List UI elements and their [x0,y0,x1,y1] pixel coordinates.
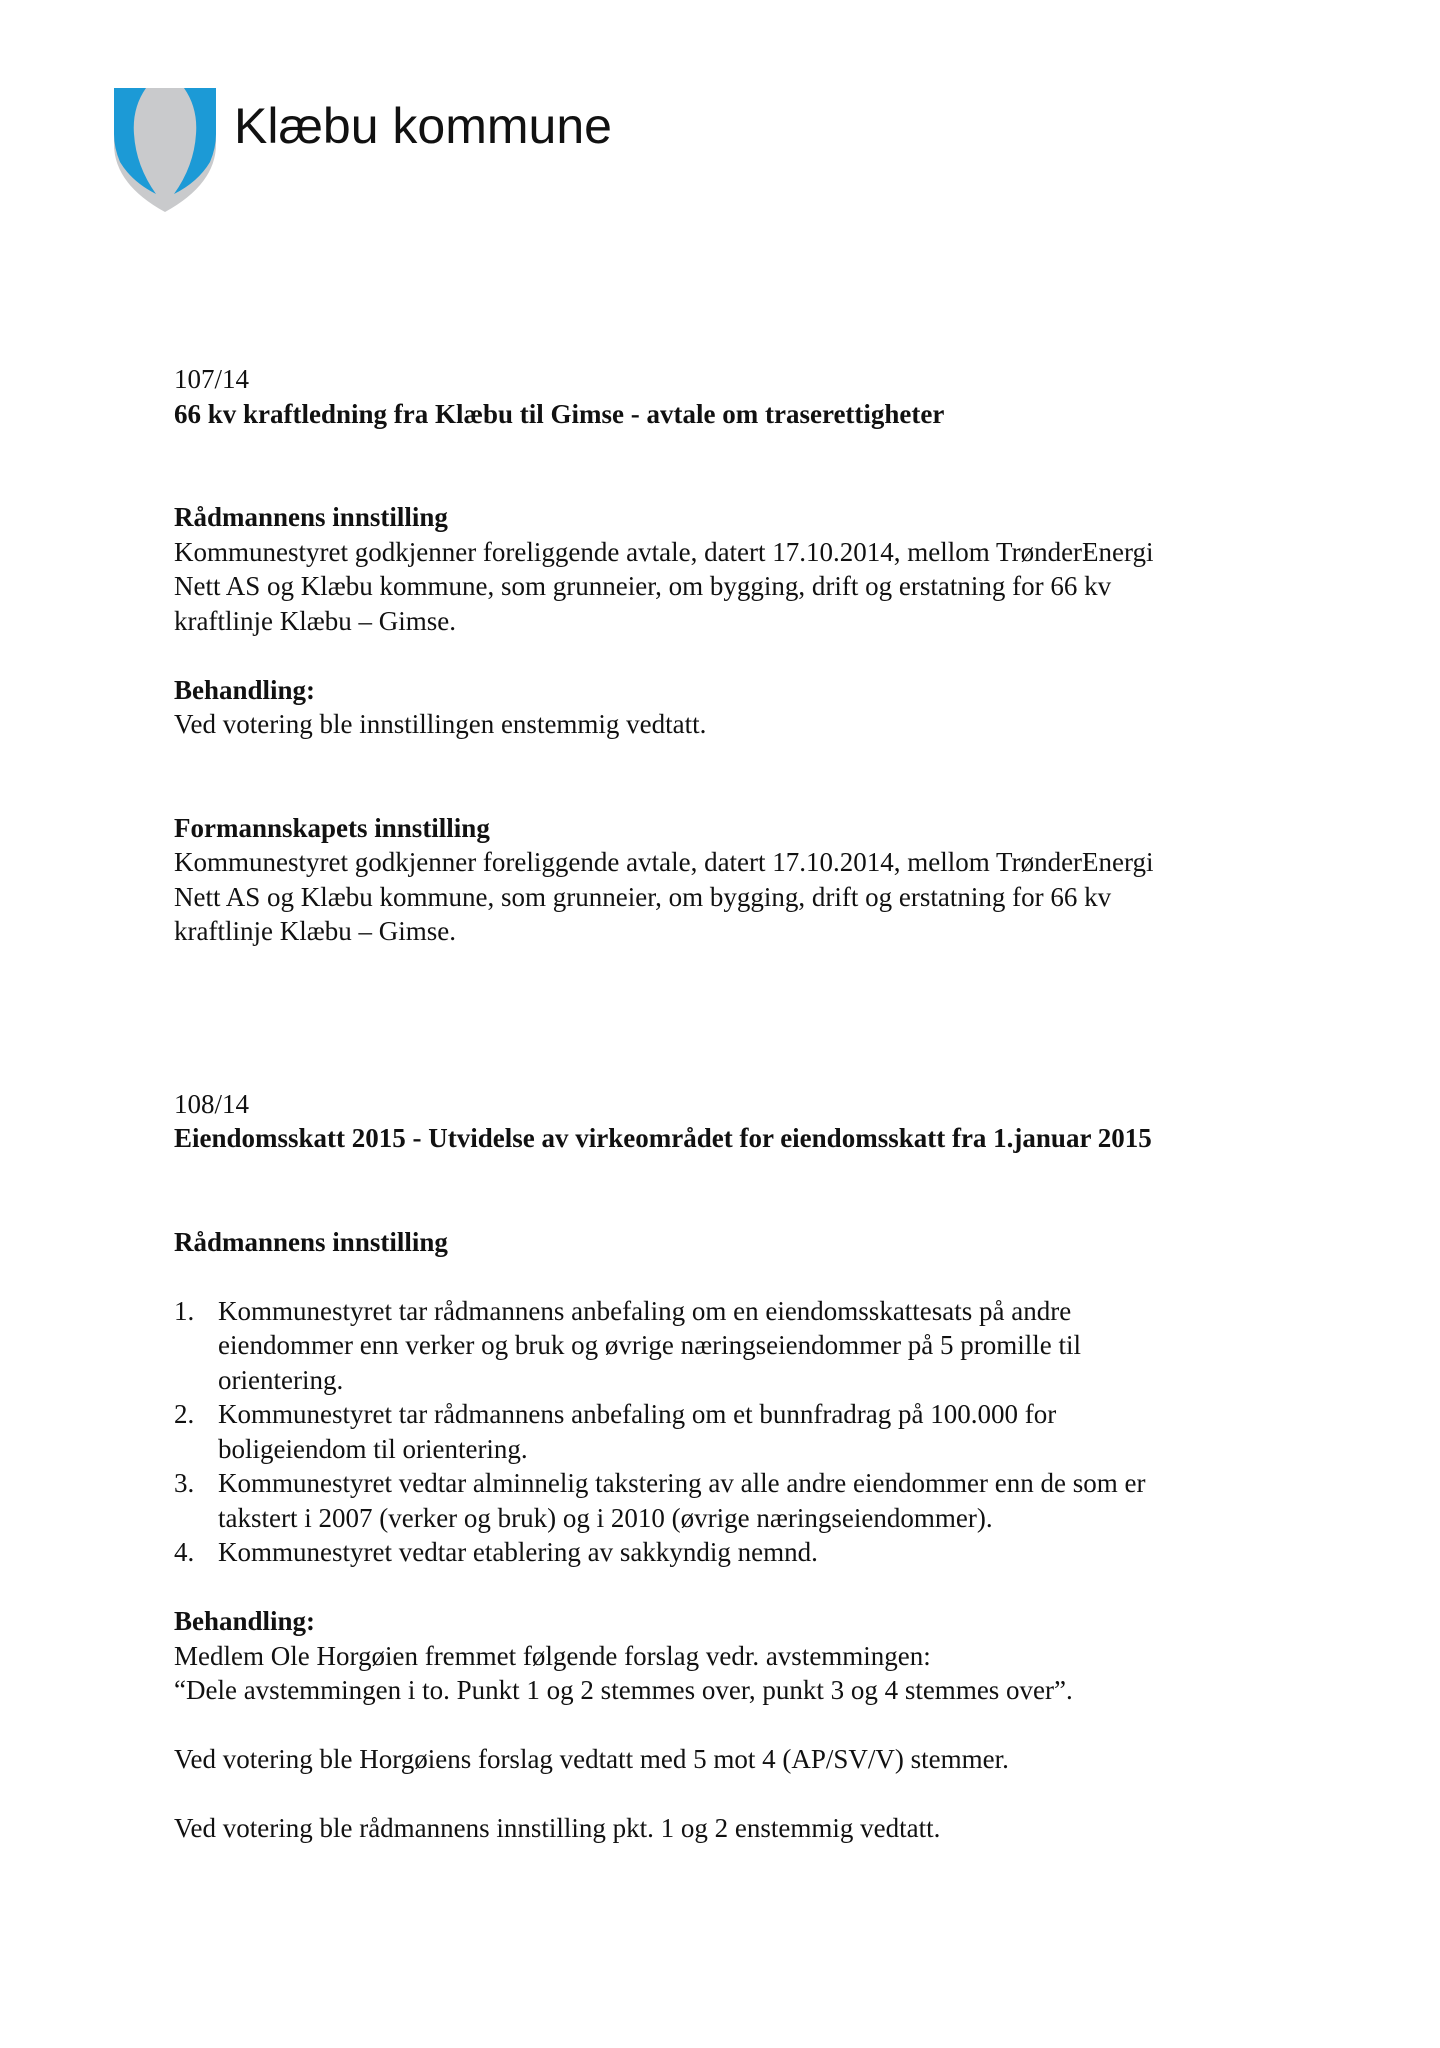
item-line: boligeiendom til orientering. [218,1433,528,1464]
behandling-text: Ved votering ble innstillingen enstemmig vedtatt. [174,709,707,739]
item-number: 2. [174,1399,195,1429]
item-line: orientering. [218,1364,344,1395]
behandling-heading: Behandling: [174,674,316,705]
item-line: takstert i 2007 (verker og bruk) og i 2010 (øvrige næringseiendommer). [218,1502,993,1533]
kommune-name: Klæbu kommune [234,98,612,154]
behandling-heading: Behandling: [174,1606,316,1636]
formannskap-heading: Formannskapets innstilling [174,812,490,843]
radmann-line: Kommunestyret godkjenner foreliggende avtale, datert 17.10.2014, mellom TrønderEnergi [174,536,1154,567]
meeting-minutes [174,362,1294,1846]
item-line: Kommunestyret vedtar etablering av sakkyndig nemnd. [218,1537,818,1567]
item-line: eiendommer enn verker og bruk og øvrige næringseiendommer på 5 promille til [218,1330,1082,1360]
list-item [174,1466,1294,1535]
vote-result: Ved votering ble Horgøiens forslag vedtatt med 5 mot 4 (AP/SV/V) stemmer. [174,1744,1009,1774]
item-line: Kommunestyret vedtar alminnelig takstering av alle andre eiendommer enn de som er [218,1468,1146,1498]
list-item [174,1397,1294,1466]
item-line: Kommunestyret tar rådmannens anbefaling om et bunnfradrag på 100.000 for [218,1399,1057,1429]
formannskap-line: Nett AS og Klæbu kommune, som grunneier, om bygging, drift og erstatning for 66 kv [174,881,1112,912]
item-number: 4. [174,1537,195,1567]
vote-result: Ved votering ble rådmannens innstilling pkt. 1 og 2 enstemmig vedtatt. [174,1813,941,1843]
case-title: 66 kv kraftledning fra Klæbu til Gimse - avtale om traserettigheter [174,398,945,429]
case-107-14 [174,362,1294,949]
formannskap-line: Kommunestyret godkjenner foreliggende avtale, datert 17.10.2014, mellom TrønderEnergi [174,847,1154,877]
case-108-14 [174,1087,1294,1846]
case-number: 107/14 [174,364,250,394]
radmann-heading: Rådmannens innstilling [174,1226,448,1257]
document-header [112,86,1112,226]
item-line: Kommunestyret tar rådmannens anbefaling om en eiendomsskattesats på andre [218,1295,1072,1326]
item-number: 1. [174,1295,195,1326]
item-number: 3. [174,1468,195,1498]
radmann-line: kraftlinje Klæbu – Gimse. [174,605,456,636]
recommendation-list [174,1294,1294,1570]
radmann-line: Nett AS og Klæbu kommune, som grunneier, om bygging, drift og erstatning for 66 kv [174,571,1112,601]
behandling-line: Medlem Ole Horgøien fremmet følgende forslag vedr. avstemmingen: [174,1640,931,1671]
list-item [174,1294,1294,1398]
list-item [174,1535,1294,1570]
radmann-heading: Rådmannens innstilling [174,502,448,532]
case-number: 108/14 [174,1088,250,1119]
klaebu-coat-of-arms-icon [112,86,218,214]
case-title: Eiendomsskatt 2015 - Utvidelse av virkeområdet for eiendomsskatt fra 1.januar 2015 [174,1123,1152,1153]
formannskap-line: kraftlinje Klæbu – Gimse. [174,916,456,946]
behandling-line: “Dele avstemmingen i to. Punkt 1 og 2 stemmes over, punkt 3 og 4 stemmes over”. [174,1675,1073,1705]
